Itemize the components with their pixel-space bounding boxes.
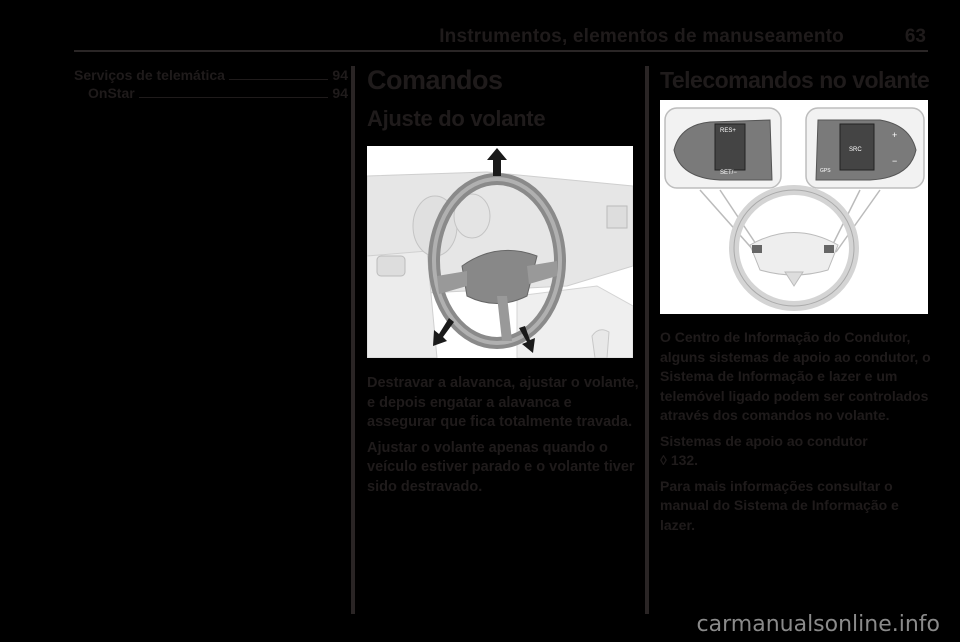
paragraph: Destravar a alavanca, ajustar o volante, e depois engatar a alavanca e assegurar que fica totalmente travada. bbox=[367, 375, 639, 430]
column-divider bbox=[645, 66, 649, 614]
res-label: RES+ bbox=[720, 128, 736, 134]
toc-entry-telematics[interactable] bbox=[74, 67, 348, 85]
steering-wheel-controls-illustration-icon bbox=[660, 100, 928, 314]
svg-text:−: − bbox=[892, 156, 898, 166]
page-header-title: Instrumentos, elementos de manuseamento bbox=[439, 26, 844, 47]
paragraph: O Centro de Informação do Condutor, alguns sistemas de apoio ao condutor, o Sistema de Informação e lazer e um telemóvel ligado podem ser controlados através dos comandos no volante. bbox=[660, 329, 931, 423]
svg-text:GPS: GPS bbox=[820, 168, 831, 174]
section-title: Telecomandos no volante bbox=[660, 67, 930, 93]
toc-entry-page: 94 bbox=[332, 67, 348, 83]
toc-entry-label: Serviços de telemática bbox=[74, 67, 225, 83]
page-header bbox=[74, 24, 928, 52]
table-of-contents bbox=[74, 67, 348, 103]
paragraph: Sistemas de apoio ao condutor bbox=[660, 432, 868, 449]
subsection-title: Ajuste do volante bbox=[367, 106, 546, 131]
column-divider bbox=[351, 66, 355, 614]
middle-column bbox=[367, 62, 639, 503]
toc-leader bbox=[139, 86, 329, 98]
paragraph: Ajustar o volante apenas quando o veículo estiver parado e o volante tiver sido destravado. bbox=[367, 439, 635, 495]
toc-entry-onstar[interactable] bbox=[74, 85, 348, 103]
steering-wheel-controls-figure bbox=[660, 100, 928, 314]
page-number: 63 bbox=[904, 26, 926, 47]
set-label: SET/− bbox=[720, 170, 737, 176]
right-column bbox=[660, 62, 932, 541]
watermark: carmanualsonline.info bbox=[696, 612, 940, 637]
toc-entry-page: 94 bbox=[332, 85, 348, 101]
page-reference-number: 132. bbox=[670, 452, 699, 468]
cross-reference[interactable] bbox=[660, 451, 932, 471]
toc-entry-label: OnStar bbox=[88, 85, 135, 101]
page-reference-arrow-icon: ◊ bbox=[660, 452, 667, 468]
section-title: Comandos bbox=[367, 65, 503, 95]
svg-text:+: + bbox=[892, 130, 898, 140]
paragraph: Para mais informações consultar o manual do Sistema de Informação e lazer. bbox=[660, 477, 899, 533]
steering-wheel-adjust-illustration-icon bbox=[367, 146, 633, 358]
toc-leader bbox=[229, 68, 328, 80]
src-label: SRC bbox=[849, 147, 862, 153]
steering-wheel-adjust-figure bbox=[367, 146, 633, 358]
